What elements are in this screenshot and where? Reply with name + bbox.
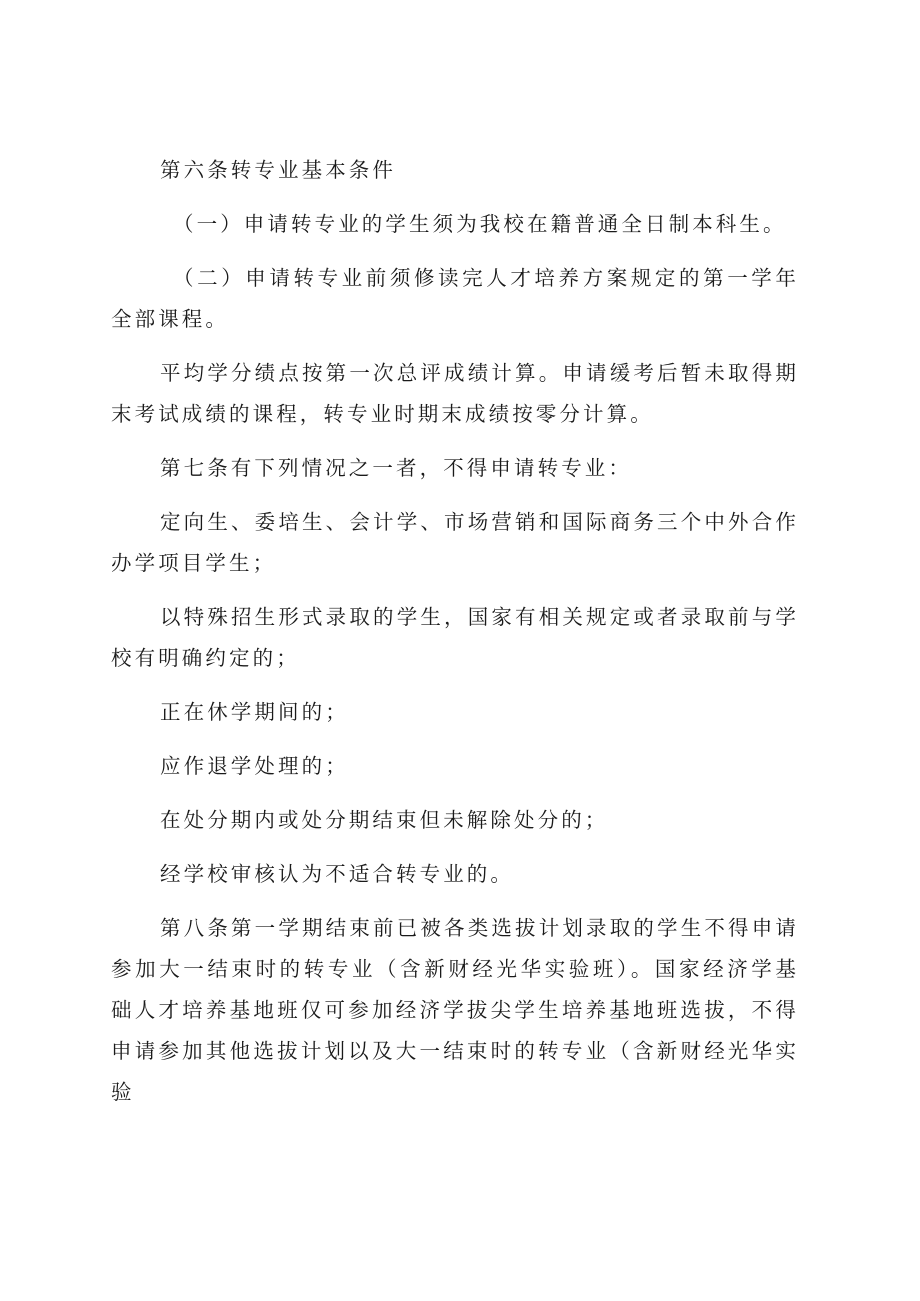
article-7-heading: 第七条有下列情况之一者，不得申请转专业： bbox=[160, 456, 632, 480]
article-8-paragraph: 第八条第一学期结束前已被各类选拔计划录取的学生不得申请参加大一结束时的转专业（含新财经光华实验班）。国家经济学基础人才培养基地班仅可参加经济学拔尖学生培养基地班选拔，不得申请参加其他选拔计划以及大一结束时的转专业（含新财经光华实验 bbox=[111, 916, 799, 1104]
article-7-item-withdrawal: 应作退学处理的； bbox=[160, 754, 349, 778]
article-7-item-directed-students: 定向生、委培生、会计学、市场营销和国际商务三个中外合作办学项目学生； bbox=[111, 510, 799, 575]
document-body bbox=[111, 150, 799, 1126]
article-7-item-unsuitable: 经学校审核认为不适合转专业的。 bbox=[160, 862, 514, 886]
article-7-item-special-admission: 以特殊招生形式录取的学生，国家有相关规定或者录取前与学校有明确约定的； bbox=[111, 605, 799, 670]
article-6-item-2: （二）申请转专业前须修读完人才培养方案规定的第一学年全部课程。 bbox=[111, 266, 799, 331]
article-7-item-suspension: 正在休学期间的； bbox=[160, 700, 349, 724]
article-6-item-1: （一）申请转专业的学生须为我校在籍普通全日制本科生。 bbox=[173, 212, 787, 236]
article-7-item-disciplinary: 在处分期内或处分期结束但未解除处分的； bbox=[160, 808, 609, 832]
gpa-calculation-paragraph: 平均学分绩点按第一次总评成绩计算。申请缓考后暂未取得期末考试成绩的课程，转专业时期末成绩按零分计算。 bbox=[111, 361, 799, 426]
article-6-heading: 第六条转专业基本条件 bbox=[160, 158, 396, 182]
